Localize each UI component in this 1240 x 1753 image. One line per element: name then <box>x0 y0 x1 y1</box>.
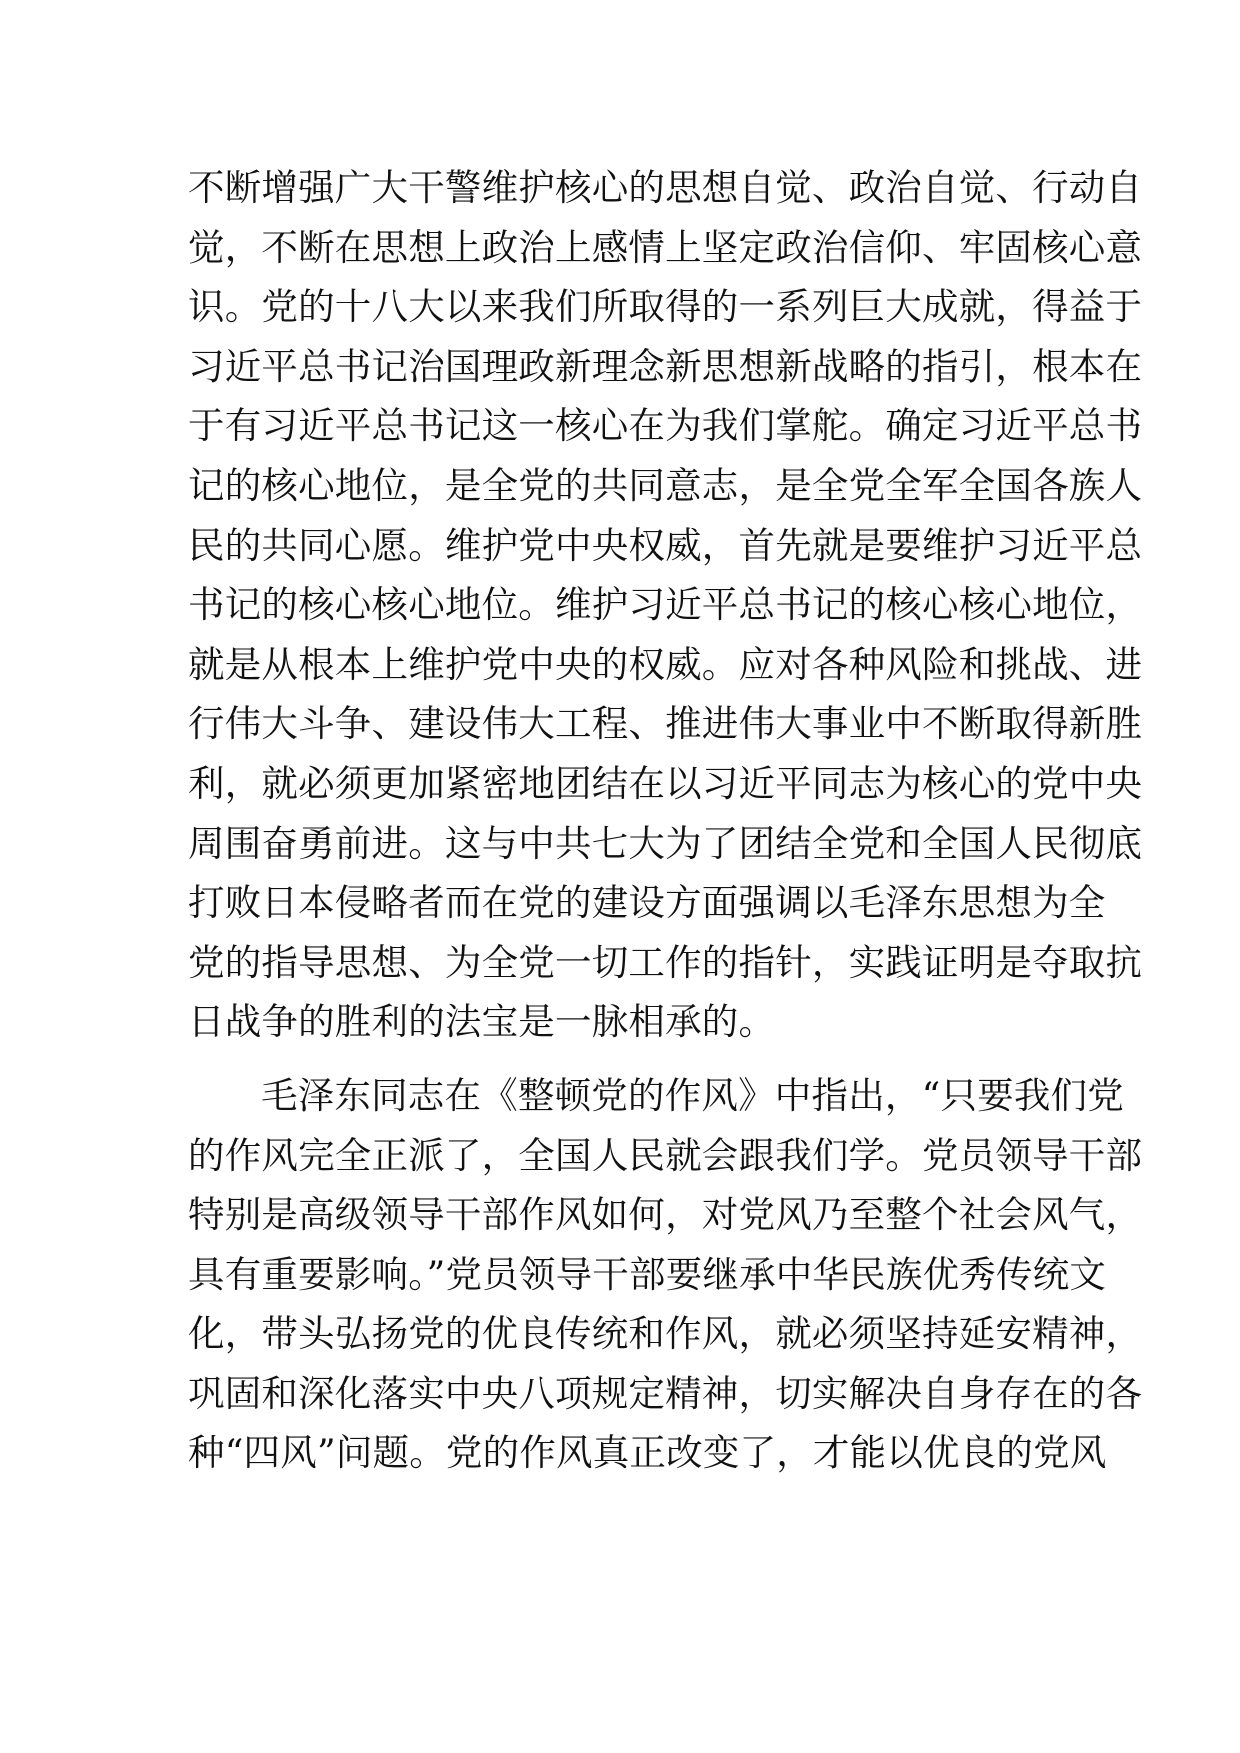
text-line: 觉，不断在思想上政治上感情上坚定政治信仰、牢固核心意 <box>188 225 1143 269</box>
text-line: 不断增强广大干警维护核心的思想自觉、政治自觉、行动自 <box>188 166 1143 209</box>
text-line: 于有习近平总书记这一核心在为我们掌舵。确定习近平总书 <box>188 404 1143 448</box>
text-line: 具有重要影响。”党员领导干部要继承中华民族优秀传统文 <box>188 1252 1107 1296</box>
paragraph-2 <box>188 1066 1143 1483</box>
text-line: 特别是高级领导干部作风如何，对党风乃至整个社会风气， <box>188 1193 1143 1237</box>
text-line-indented: 毛泽东同志在《整顿党的作风》中指出，“只要我们党 <box>261 1073 1124 1117</box>
text-line: 民的共同心愿。维护党中央权威，首先就是要维护习近平总 <box>188 523 1143 567</box>
text-line: 记的核心地位，是全党的共同意志，是全党全军全国各族人 <box>188 463 1143 507</box>
text-line: 种“四风”问题。党的作风真正改变了，才能以优良的党风 <box>188 1431 1107 1475</box>
text-line: 书记的核心核心地位。维护习近平总书记的核心核心地位， <box>188 583 1143 627</box>
text-line: 行伟大斗争、建设伟大工程、推进伟大事业中不断取得新胜 <box>188 702 1143 746</box>
paragraph-1 <box>188 158 1143 1052</box>
text-line: 利，就必须更加紧密地团结在以习近平同志为核心的党中央 <box>188 761 1143 805</box>
text-line: 就是从根本上维护党中央的权威。应对各种风险和挑战、进 <box>188 642 1143 686</box>
text-line: 巩固和深化落实中央八项规定精神，切实解决自身存在的各 <box>188 1371 1143 1415</box>
text-line: 日战争的胜利的法宝是一脉相承的。 <box>188 1000 776 1044</box>
text-line: 习近平总书记治国理政新理念新思想新战略的指引，根本在 <box>188 344 1143 388</box>
text-line: 识。党的十八大以来我们所取得的一系列巨大成就，得益于 <box>188 285 1143 329</box>
text-line: 化，带头弘扬党的优良传统和作风，就必须坚持延安精神， <box>188 1312 1143 1356</box>
text-line: 党的指导思想、为全党一切工作的指针，实践证明是夺取抗 <box>188 940 1143 984</box>
text-line: 周围奋勇前进。这与中共七大为了团结全党和全国人民彻底 <box>188 821 1143 865</box>
paragraph-gap <box>188 1052 1068 1066</box>
body-text <box>188 158 1143 1483</box>
text-line: 的作风完全正派了，全国人民就会跟我们学。党员领导干部 <box>188 1133 1143 1177</box>
text-line: 打败日本侵略者而在党的建设方面强调以毛泽东思想为全 <box>188 881 1106 925</box>
